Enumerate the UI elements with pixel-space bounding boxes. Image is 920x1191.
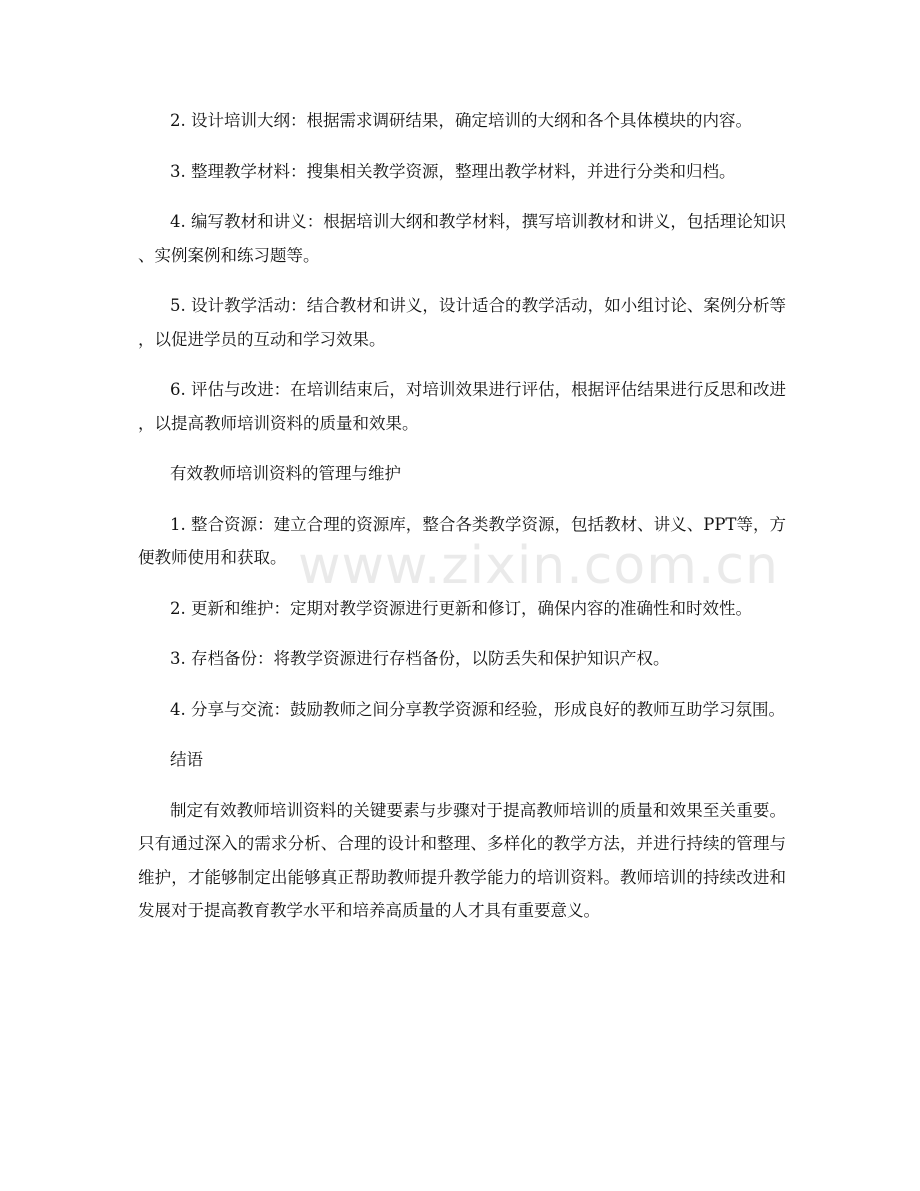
conclusion-paragraph: 制定有效教师培训资料的关键要素与步骤对于提高教师培训的质量和效果至关重要。只有通过深入的需求分析、合理的设计和整理、多样化的教学方法，并进行持续的管理与维护，才能够制定出能够真正帮助教师提升教学能力的培训资料。教师培训的持续改进和发展对于提高教育教学水平和培养高质量的人才具有重要意义。 bbox=[138, 800, 786, 920]
section-heading-conclusion: 结语 bbox=[170, 750, 203, 769]
item-share-exchange: 4. 分享与交流：鼓励教师之间分享教学资源和经验，形成良好的教师互助学习氛围。 bbox=[170, 699, 785, 719]
item-integrate-resources: 1. 整合资源：建立合理的资源库，整合各类教学资源，包括教材、讲义、PPT等，方便教师使用和获取。 bbox=[138, 514, 786, 567]
step-design-activities: 5. 设计教学活动：结合教材和讲义，设计适合的教学活动，如小组讨论、案例分析等，以促进学员的互动和学习效果。 bbox=[138, 296, 786, 349]
item-archive-backup: 3. 存档备份：将教学资源进行存档备份，以防丢失和保护知识产权。 bbox=[170, 649, 670, 668]
item-update-maintain: 2. 更新和维护：定期对教学资源进行更新和修订，确保内容的准确性和时效性。 bbox=[170, 598, 752, 618]
watermark-text: www.zixin.com.cn bbox=[298, 536, 779, 596]
step-evaluate-improve: 6. 评估与改进：在培训结束后，对培训效果进行评估，根据评估结果进行反思和改进，以提高教师培训资料的质量和效果。 bbox=[138, 380, 786, 433]
step-organize-materials: 3. 整理教学材料：搜集相关教学资源，整理出教学材料，并进行分类和归档。 bbox=[170, 161, 736, 181]
step-write-textbooks: 4. 编写教材和讲义：根据培训大纲和教学材料，撰写培训教材和讲义，包括理论知识、实例案例和练习题等。 bbox=[138, 212, 786, 265]
section-heading-management: 有效教师培训资料的管理与维护 bbox=[170, 464, 401, 483]
document-body bbox=[138, 104, 786, 945]
step-design-outline: 2. 设计培训大纲：根据需求调研结果，确定培训的大纲和各个具体模块的内容。 bbox=[170, 111, 752, 130]
